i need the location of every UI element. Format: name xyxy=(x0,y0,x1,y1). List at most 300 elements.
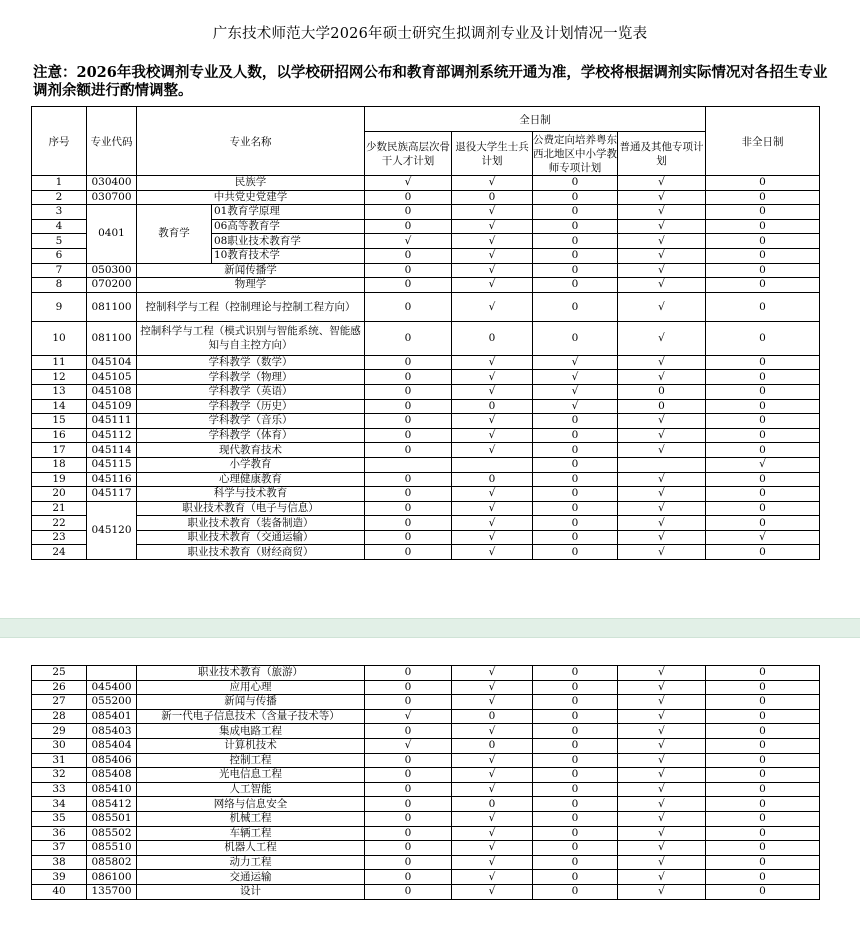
cell-minority: 0 xyxy=(365,321,452,355)
cell-code: 050300 xyxy=(87,263,137,278)
table-row xyxy=(32,724,820,739)
cell-code: 085501 xyxy=(87,811,137,826)
table-row xyxy=(32,292,820,321)
table-row xyxy=(32,428,820,443)
cell-general: √ xyxy=(618,841,706,856)
cell-teacher: 0 xyxy=(533,501,618,516)
cell-name: 网络与信息安全 xyxy=(137,797,365,812)
notice-text: 注意：2026年我校调剂专业及人数，以学校研招网公布和教育部调剂系统开通为准，学校将根据调剂实际情况对各招生专业调剂余额进行酌情调整。 xyxy=(33,64,828,99)
cell-name: 学科教学（英语） xyxy=(137,384,365,399)
cell-code: 045400 xyxy=(87,680,137,695)
cell-teacher: 0 xyxy=(533,841,618,856)
cell-seq: 14 xyxy=(32,399,87,414)
cell-veteran: √ xyxy=(452,263,533,278)
cell-minority: 0 xyxy=(365,205,452,220)
cell-code xyxy=(87,666,137,681)
cell-parttime: 0 xyxy=(706,841,820,856)
cell-general: √ xyxy=(618,768,706,783)
cell-veteran: √ xyxy=(452,234,533,249)
cell-minority: 0 xyxy=(365,680,452,695)
cell-code: 085404 xyxy=(87,738,137,753)
cell-general: √ xyxy=(618,870,706,885)
table-row xyxy=(32,205,820,220)
table-row xyxy=(32,384,820,399)
cell-teacher: 0 xyxy=(533,724,618,739)
cell-seq: 3 xyxy=(32,205,87,220)
cell-general: √ xyxy=(618,487,706,502)
cell-teacher: 0 xyxy=(533,234,618,249)
cell-teacher: 0 xyxy=(533,205,618,220)
cell-veteran: 0 xyxy=(452,190,533,205)
cell-seq: 32 xyxy=(32,768,87,783)
cell-veteran: √ xyxy=(452,205,533,220)
cell-parttime: 0 xyxy=(706,234,820,249)
cell-teacher: 0 xyxy=(533,263,618,278)
cell-name: 民族学 xyxy=(137,176,365,191)
cell-name: 新一代电子信息技术（含量子技术等） xyxy=(137,709,365,724)
cell-veteran: √ xyxy=(452,782,533,797)
cell-seq: 28 xyxy=(32,709,87,724)
header-parttime: 非全日制 xyxy=(706,107,820,176)
cell-seq: 13 xyxy=(32,384,87,399)
cell-general: √ xyxy=(618,472,706,487)
cell-code-education: 0401 xyxy=(87,205,137,263)
cell-code-vocational: 045120 xyxy=(87,501,137,559)
cell-minority: 0 xyxy=(365,263,452,278)
cell-name: 科学与技术教育 xyxy=(137,487,365,502)
cell-seq: 4 xyxy=(32,219,87,234)
cell-name: 职业技术教育（装备制造） xyxy=(137,516,365,531)
cell-veteran: √ xyxy=(452,753,533,768)
cell-parttime: 0 xyxy=(706,680,820,695)
cell-veteran: √ xyxy=(452,666,533,681)
cell-teacher: 0 xyxy=(533,811,618,826)
cell-parttime: 0 xyxy=(706,248,820,263)
cell-teacher: 0 xyxy=(533,855,618,870)
header-veteran-plan: 退役大学生士兵计划 xyxy=(452,132,533,176)
cell-minority: 0 xyxy=(365,355,452,370)
cell-general: √ xyxy=(618,501,706,516)
cell-parttime: 0 xyxy=(706,782,820,797)
cell-parttime: 0 xyxy=(706,399,820,414)
header-minority-plan: 少数民族高层次骨干人才计划 xyxy=(365,132,452,176)
header-teacher-plan: 公费定向培养粤东西北地区中小学教师专项计划 xyxy=(533,133,617,174)
cell-general: √ xyxy=(618,234,706,249)
cell-general: √ xyxy=(618,219,706,234)
cell-general: √ xyxy=(618,797,706,812)
cell-teacher: √ xyxy=(533,355,618,370)
cell-name: 学科教学（体育） xyxy=(137,428,365,443)
cell-code: 135700 xyxy=(87,884,137,899)
table-row xyxy=(32,487,820,502)
cell-veteran: 0 xyxy=(452,797,533,812)
cell-minority: 0 xyxy=(365,472,452,487)
cell-parttime: 0 xyxy=(706,811,820,826)
cell-code: 045117 xyxy=(87,487,137,502)
cell-veteran: √ xyxy=(452,530,533,545)
cell-name: 职业技术教育（旅游） xyxy=(137,666,365,681)
table-row xyxy=(32,797,820,812)
cell-veteran: √ xyxy=(452,487,533,502)
cell-teacher: 0 xyxy=(533,709,618,724)
cell-general: √ xyxy=(618,443,706,458)
table-row xyxy=(32,545,820,560)
cell-veteran xyxy=(452,457,533,472)
table-row xyxy=(32,695,820,710)
cell-veteran: √ xyxy=(452,841,533,856)
cell-general: √ xyxy=(618,321,706,355)
cell-general: 0 xyxy=(618,384,706,399)
cell-veteran: √ xyxy=(452,428,533,443)
cell-parttime: 0 xyxy=(706,666,820,681)
cell-parttime: 0 xyxy=(706,190,820,205)
cell-teacher: 0 xyxy=(533,680,618,695)
cell-teacher: 0 xyxy=(533,443,618,458)
plan-table-part2 xyxy=(31,665,820,900)
cell-teacher: 0 xyxy=(533,321,618,355)
cell-veteran: √ xyxy=(452,811,533,826)
cell-seq: 27 xyxy=(32,695,87,710)
cell-code: 045114 xyxy=(87,443,137,458)
cell-veteran: √ xyxy=(452,855,533,870)
cell-parttime: 0 xyxy=(706,176,820,191)
cell-parttime: 0 xyxy=(706,384,820,399)
cell-seq: 38 xyxy=(32,855,87,870)
cell-seq: 39 xyxy=(32,870,87,885)
cell-teacher: √ xyxy=(533,399,618,414)
table-row xyxy=(32,516,820,531)
cell-seq: 35 xyxy=(32,811,87,826)
cell-minority: 0 xyxy=(365,826,452,841)
header-code: 专业代码 xyxy=(87,107,137,176)
cell-general: √ xyxy=(618,355,706,370)
cell-code: 081100 xyxy=(87,321,137,355)
cell-teacher: 0 xyxy=(533,278,618,293)
cell-seq: 33 xyxy=(32,782,87,797)
cell-veteran: √ xyxy=(452,826,533,841)
table-row xyxy=(32,355,820,370)
table-row xyxy=(32,709,820,724)
table-row xyxy=(32,530,820,545)
cell-veteran: √ xyxy=(452,278,533,293)
cell-seq: 9 xyxy=(32,292,87,321)
cell-parttime: 0 xyxy=(706,797,820,812)
cell-teacher: 0 xyxy=(533,472,618,487)
cell-parttime: 0 xyxy=(706,443,820,458)
cell-code: 045105 xyxy=(87,370,137,385)
cell-teacher: 0 xyxy=(533,292,618,321)
cell-veteran: √ xyxy=(452,516,533,531)
cell-parttime: 0 xyxy=(706,753,820,768)
cell-minority: 0 xyxy=(365,797,452,812)
cell-veteran: 0 xyxy=(452,709,533,724)
cell-minority: 0 xyxy=(365,695,452,710)
cell-teacher: 0 xyxy=(533,753,618,768)
cell-veteran: √ xyxy=(452,176,533,191)
page-title: 广东技术师范大学2026年硕士研究生拟调剂专业及计划情况一览表 xyxy=(212,26,648,42)
cell-parttime: 0 xyxy=(706,884,820,899)
cell-code: 045108 xyxy=(87,384,137,399)
cell-seq: 29 xyxy=(32,724,87,739)
cell-name: 人工智能 xyxy=(137,782,365,797)
cell-name: 计算机技术 xyxy=(137,738,365,753)
table-row xyxy=(32,321,820,355)
cell-minority: 0 xyxy=(365,516,452,531)
table-row xyxy=(32,738,820,753)
cell-name: 集成电路工程 xyxy=(137,724,365,739)
cell-teacher: 0 xyxy=(533,190,618,205)
header-general-plan: 普通及其他专项计划 xyxy=(618,132,706,176)
cell-minority: √ xyxy=(365,738,452,753)
cell-seq: 40 xyxy=(32,884,87,899)
table-row xyxy=(32,472,820,487)
cell-minority: 0 xyxy=(365,384,452,399)
cell-code: 045115 xyxy=(87,457,137,472)
cell-name: 学科教学（物理） xyxy=(137,370,365,385)
cell-veteran: √ xyxy=(452,355,533,370)
cell-general xyxy=(618,457,706,472)
cell-seq: 12 xyxy=(32,370,87,385)
cell-name: 新闻与传播 xyxy=(137,695,365,710)
cell-general: √ xyxy=(618,826,706,841)
cell-teacher: √ xyxy=(533,384,618,399)
cell-parttime: 0 xyxy=(706,414,820,429)
cell-general: √ xyxy=(618,724,706,739)
cell-parttime: 0 xyxy=(706,826,820,841)
table-row xyxy=(32,370,820,385)
cell-parttime: 0 xyxy=(706,263,820,278)
cell-parttime: 0 xyxy=(706,355,820,370)
cell-name: 动力工程 xyxy=(137,855,365,870)
cell-code: 030700 xyxy=(87,190,137,205)
cell-name: 学科教学（历史） xyxy=(137,399,365,414)
cell-seq: 36 xyxy=(32,826,87,841)
cell-seq: 6 xyxy=(32,248,87,263)
cell-parttime: 0 xyxy=(706,516,820,531)
cell-minority: 0 xyxy=(365,219,452,234)
cell-seq: 31 xyxy=(32,753,87,768)
table-row xyxy=(32,263,820,278)
cell-general: √ xyxy=(618,738,706,753)
cell-code: 045111 xyxy=(87,414,137,429)
cell-teacher: 0 xyxy=(533,545,618,560)
cell-code: 045109 xyxy=(87,399,137,414)
cell-minority: 0 xyxy=(365,855,452,870)
cell-parttime: 0 xyxy=(706,768,820,783)
cell-teacher: 0 xyxy=(533,768,618,783)
cell-parttime: 0 xyxy=(706,501,820,516)
cell-minority: 0 xyxy=(365,190,452,205)
cell-code: 085502 xyxy=(87,826,137,841)
cell-veteran: √ xyxy=(452,219,533,234)
cell-minority: 0 xyxy=(365,530,452,545)
cell-minority: 0 xyxy=(365,768,452,783)
cell-parttime: 0 xyxy=(706,870,820,885)
cell-code: 055200 xyxy=(87,695,137,710)
cell-seq: 8 xyxy=(32,278,87,293)
cell-veteran: √ xyxy=(452,248,533,263)
cell-teacher: 0 xyxy=(533,414,618,429)
cell-seq: 23 xyxy=(32,530,87,545)
cell-veteran: 0 xyxy=(452,738,533,753)
cell-minority: 0 xyxy=(365,782,452,797)
cell-minority: 0 xyxy=(365,666,452,681)
cell-minority: 0 xyxy=(365,370,452,385)
cell-veteran: 0 xyxy=(452,321,533,355)
cell-teacher: 0 xyxy=(533,738,618,753)
cell-veteran: √ xyxy=(452,870,533,885)
cell-name: 职业技术教育（交通运输） xyxy=(137,530,365,545)
cell-general: √ xyxy=(618,666,706,681)
cell-minority xyxy=(365,457,452,472)
cell-teacher: 0 xyxy=(533,176,618,191)
cell-code: 085802 xyxy=(87,855,137,870)
cell-general: √ xyxy=(618,248,706,263)
table-row xyxy=(32,399,820,414)
cell-name: 应用心理 xyxy=(137,680,365,695)
cell-seq: 30 xyxy=(32,738,87,753)
cell-name: 08职业技术教育学 xyxy=(212,234,365,249)
cell-veteran: √ xyxy=(452,370,533,385)
cell-name: 控制科学与工程（控制理论与控制工程方向） xyxy=(137,292,365,321)
cell-parttime: 0 xyxy=(706,292,820,321)
cell-general: √ xyxy=(618,205,706,220)
cell-minority: 0 xyxy=(365,753,452,768)
cell-minority: 0 xyxy=(365,248,452,263)
cell-parttime: 0 xyxy=(706,472,820,487)
cell-veteran: √ xyxy=(452,695,533,710)
cell-name: 06高等教育学 xyxy=(212,219,365,234)
cell-seq: 1 xyxy=(32,176,87,191)
cell-general: √ xyxy=(618,176,706,191)
table-row xyxy=(32,190,820,205)
cell-code: 045116 xyxy=(87,472,137,487)
cell-teacher: 0 xyxy=(533,884,618,899)
cell-general: √ xyxy=(618,709,706,724)
cell-general: 0 xyxy=(618,399,706,414)
cell-minority: 0 xyxy=(365,870,452,885)
cell-veteran: √ xyxy=(452,545,533,560)
table-row xyxy=(32,457,820,472)
cell-seq: 18 xyxy=(32,457,87,472)
cell-teacher: 0 xyxy=(533,797,618,812)
cell-code: 045112 xyxy=(87,428,137,443)
cell-parttime: 0 xyxy=(706,278,820,293)
cell-code: 070200 xyxy=(87,278,137,293)
cell-seq: 17 xyxy=(32,443,87,458)
cell-general: √ xyxy=(618,545,706,560)
cell-minority: 0 xyxy=(365,428,452,443)
cell-seq: 25 xyxy=(32,666,87,681)
table-row xyxy=(32,414,820,429)
cell-code: 085403 xyxy=(87,724,137,739)
cell-name: 光电信息工程 xyxy=(137,768,365,783)
table-row xyxy=(32,501,820,516)
cell-name: 小学教育 xyxy=(137,457,365,472)
table-row xyxy=(32,443,820,458)
cell-name: 车辆工程 xyxy=(137,826,365,841)
cell-teacher: 0 xyxy=(533,487,618,502)
cell-code: 086100 xyxy=(87,870,137,885)
cell-general: √ xyxy=(618,680,706,695)
table-row xyxy=(32,680,820,695)
table-row xyxy=(32,753,820,768)
cell-parttime: 0 xyxy=(706,370,820,385)
cell-teacher: 0 xyxy=(533,695,618,710)
cell-minority: 0 xyxy=(365,545,452,560)
cell-teacher: 0 xyxy=(533,782,618,797)
table-row xyxy=(32,176,820,191)
cell-seq: 21 xyxy=(32,501,87,516)
cell-parttime: 0 xyxy=(706,695,820,710)
table-row xyxy=(32,826,820,841)
cell-teacher: 0 xyxy=(533,666,618,681)
cell-veteran: √ xyxy=(452,680,533,695)
cell-general: √ xyxy=(618,292,706,321)
table-row xyxy=(32,884,820,899)
cell-veteran: √ xyxy=(452,414,533,429)
table-row xyxy=(32,855,820,870)
cell-name: 控制科学与工程（模式识别与智能系统、智能感知与自主控方向） xyxy=(137,321,365,355)
cell-general: √ xyxy=(618,278,706,293)
cell-minority: √ xyxy=(365,176,452,191)
cell-parttime: 0 xyxy=(706,428,820,443)
cell-teacher: √ xyxy=(533,370,618,385)
cell-seq: 26 xyxy=(32,680,87,695)
cell-code: 085410 xyxy=(87,782,137,797)
cell-seq: 15 xyxy=(32,414,87,429)
cell-minority: 0 xyxy=(365,399,452,414)
cell-name: 学科教学（数学） xyxy=(137,355,365,370)
cell-general: √ xyxy=(618,753,706,768)
cell-general: √ xyxy=(618,414,706,429)
cell-veteran: √ xyxy=(452,884,533,899)
cell-name: 新闻传播学 xyxy=(137,263,365,278)
cell-minority: √ xyxy=(365,234,452,249)
cell-general: √ xyxy=(618,428,706,443)
cell-name: 职业技术教育（财经商贸） xyxy=(137,545,365,560)
cell-name: 控制工程 xyxy=(137,753,365,768)
cell-teacher: 0 xyxy=(533,826,618,841)
cell-veteran: 0 xyxy=(452,399,533,414)
cell-parttime: 0 xyxy=(706,855,820,870)
cell-general: √ xyxy=(618,190,706,205)
cell-parttime: 0 xyxy=(706,724,820,739)
cell-seq: 2 xyxy=(32,190,87,205)
table-row xyxy=(32,782,820,797)
table-row xyxy=(32,768,820,783)
cell-parttime: 0 xyxy=(706,219,820,234)
cell-name: 01教育学原理 xyxy=(212,205,365,220)
cell-code: 081100 xyxy=(87,292,137,321)
cell-name: 机器人工程 xyxy=(137,841,365,856)
cell-minority: 0 xyxy=(365,414,452,429)
header-name: 专业名称 xyxy=(137,107,365,176)
cell-name: 心理健康教育 xyxy=(137,472,365,487)
cell-teacher: 0 xyxy=(533,457,618,472)
cell-seq: 11 xyxy=(32,355,87,370)
cell-minority: 0 xyxy=(365,443,452,458)
cell-parttime: 0 xyxy=(706,321,820,355)
cell-name: 现代教育技术 xyxy=(137,443,365,458)
cell-seq: 10 xyxy=(32,321,87,355)
cell-teacher: 0 xyxy=(533,530,618,545)
cell-minority: 0 xyxy=(365,841,452,856)
table-row xyxy=(32,841,820,856)
plan-table-part1 xyxy=(31,106,820,560)
cell-name: 10教育技术学 xyxy=(212,248,365,263)
cell-seq: 7 xyxy=(32,263,87,278)
